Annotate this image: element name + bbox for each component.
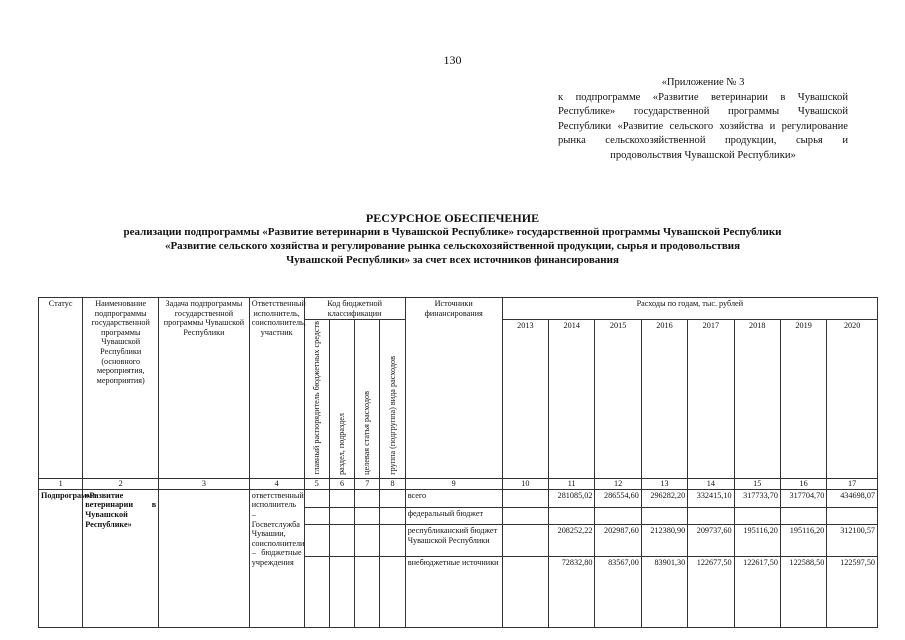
value-cell bbox=[780, 507, 826, 525]
value-cell: 122597,50 bbox=[827, 556, 878, 627]
header-year: 2020 bbox=[827, 320, 878, 479]
heading-line-4: Чувашской Республики» за счет всех источников финансирования bbox=[286, 254, 619, 266]
column-number: 7 bbox=[355, 479, 380, 490]
code-cell bbox=[355, 525, 380, 556]
value-cell: 195116,20 bbox=[734, 525, 780, 556]
appendix-note bbox=[558, 76, 848, 164]
code-cell bbox=[329, 556, 354, 627]
value-cell bbox=[595, 507, 641, 525]
header-expenses: Расходы по годам, тыс. рублей bbox=[502, 298, 877, 320]
header-year: 2014 bbox=[549, 320, 595, 479]
value-cell bbox=[734, 507, 780, 525]
value-cell: 122588,50 bbox=[780, 556, 826, 627]
column-number: 10 bbox=[502, 479, 548, 490]
value-cell: 122617,50 bbox=[734, 556, 780, 627]
value-cell bbox=[502, 507, 548, 525]
source-label: республиканский бюджет Чувашской Республики bbox=[405, 525, 502, 556]
header-budget-code: Код бюджетной классификации bbox=[304, 298, 405, 320]
value-cell bbox=[688, 507, 734, 525]
value-cell: 312100,57 bbox=[827, 525, 878, 556]
value-cell: 122677,50 bbox=[688, 556, 734, 627]
resource-table bbox=[38, 297, 878, 628]
header-name: Наименование подпрограммы государственной программы Чувашской Республики (основного мероприятия, мероприятия) bbox=[83, 298, 159, 479]
value-cell bbox=[827, 507, 878, 525]
code-cell bbox=[355, 489, 380, 507]
program-status: Подпрограмма bbox=[39, 489, 83, 627]
program-name: «Развитие ветеринарии в Чувашской Республике» bbox=[83, 489, 159, 627]
header-year: 2013 bbox=[502, 320, 548, 479]
value-cell: 332415,10 bbox=[688, 489, 734, 507]
value-cell bbox=[502, 556, 548, 627]
code-cell bbox=[355, 556, 380, 627]
value-cell: 72832,80 bbox=[549, 556, 595, 627]
appendix-title: «Приложение № 3 bbox=[661, 77, 745, 88]
header-status: Статус bbox=[39, 298, 83, 479]
header-year: 2015 bbox=[595, 320, 641, 479]
column-number: 16 bbox=[780, 479, 826, 490]
code-cell bbox=[329, 507, 354, 525]
header-year: 2019 bbox=[780, 320, 826, 479]
header-code-grbs: главный распорядитель бюджетных средств bbox=[304, 320, 329, 479]
program-responsible: ответственный исполнитель – Госветслужба Чувашии, соисполнители – бюджетные учреждения bbox=[249, 489, 304, 627]
page-number: 130 bbox=[443, 53, 462, 67]
code-cell bbox=[304, 489, 329, 507]
column-number: 5 bbox=[304, 479, 329, 490]
header-code-section: раздел, подраздел bbox=[329, 320, 354, 479]
value-cell bbox=[502, 489, 548, 507]
value-cell: 317733,70 bbox=[734, 489, 780, 507]
code-cell bbox=[380, 489, 405, 507]
code-cell bbox=[355, 507, 380, 525]
value-cell bbox=[641, 507, 687, 525]
appendix-text: к подпрограмме «Развитие ветеринарии в Чувашской Республике» государственной программы Чувашской Республики «Развитие сельского хозяйства и регулирование рынка сельскохозяйственной продукции, сырья и продовольствия Чувашской Республики» bbox=[558, 91, 848, 161]
source-label: внебюджетные источники bbox=[405, 556, 502, 627]
value-cell: 209737,60 bbox=[688, 525, 734, 556]
code-cell bbox=[329, 525, 354, 556]
header-sources: Источники финансирования bbox=[405, 298, 502, 479]
column-numbers-row bbox=[39, 479, 878, 490]
value-cell bbox=[549, 507, 595, 525]
heading-line-3: «Развитие сельского хозяйства и регулирование рынка сельскохозяйственной продукции, сырья и продовольствия bbox=[164, 240, 741, 252]
column-number: 11 bbox=[549, 479, 595, 490]
code-cell bbox=[380, 525, 405, 556]
column-number: 12 bbox=[595, 479, 641, 490]
code-cell bbox=[329, 489, 354, 507]
source-label: всего bbox=[405, 489, 502, 507]
value-cell: 202987,60 bbox=[595, 525, 641, 556]
header-task: Задача подпрограммы государственной программы Чувашской Республики bbox=[159, 298, 250, 479]
header-year: 2018 bbox=[734, 320, 780, 479]
value-cell: 317704,70 bbox=[780, 489, 826, 507]
value-cell: 434698,07 bbox=[827, 489, 878, 507]
header-responsible: Ответственный исполнитель, соисполнитель, участник bbox=[249, 298, 304, 479]
code-cell bbox=[304, 556, 329, 627]
column-number: 17 bbox=[827, 479, 878, 490]
column-number: 3 bbox=[159, 479, 250, 490]
header-code-target: целевая статья расходов bbox=[355, 320, 380, 479]
heading-line-1: РЕСУРСНОЕ ОБЕСПЕЧЕНИЕ bbox=[365, 211, 540, 225]
column-number: 13 bbox=[641, 479, 687, 490]
column-number: 8 bbox=[380, 479, 405, 490]
code-cell bbox=[304, 507, 329, 525]
value-cell: 286554,60 bbox=[595, 489, 641, 507]
value-cell: 212380,90 bbox=[641, 525, 687, 556]
header-code-group: группа (подгруппа) вида расходов bbox=[380, 320, 405, 479]
header-year: 2016 bbox=[641, 320, 687, 479]
header-year: 2017 bbox=[688, 320, 734, 479]
column-number: 2 bbox=[83, 479, 159, 490]
code-cell bbox=[380, 507, 405, 525]
column-number: 9 bbox=[405, 479, 502, 490]
value-cell: 208252,22 bbox=[549, 525, 595, 556]
column-number: 6 bbox=[329, 479, 354, 490]
value-cell: 83901,30 bbox=[641, 556, 687, 627]
table-row bbox=[39, 489, 878, 507]
document-heading bbox=[20, 211, 885, 267]
value-cell: 83567,00 bbox=[595, 556, 641, 627]
program-task bbox=[159, 489, 250, 627]
value-cell: 296282,20 bbox=[641, 489, 687, 507]
value-cell bbox=[502, 525, 548, 556]
code-cell bbox=[380, 556, 405, 627]
value-cell: 281085,02 bbox=[549, 489, 595, 507]
source-label: федеральный бюджет bbox=[405, 507, 502, 525]
column-number: 14 bbox=[688, 479, 734, 490]
heading-line-2: реализации подпрограммы «Развитие ветеринарии в Чувашской Республике» государственной программы Чувашской Республики bbox=[123, 226, 782, 238]
column-number: 1 bbox=[39, 479, 83, 490]
column-number: 15 bbox=[734, 479, 780, 490]
column-number: 4 bbox=[249, 479, 304, 490]
value-cell: 195116,20 bbox=[780, 525, 826, 556]
code-cell bbox=[304, 525, 329, 556]
